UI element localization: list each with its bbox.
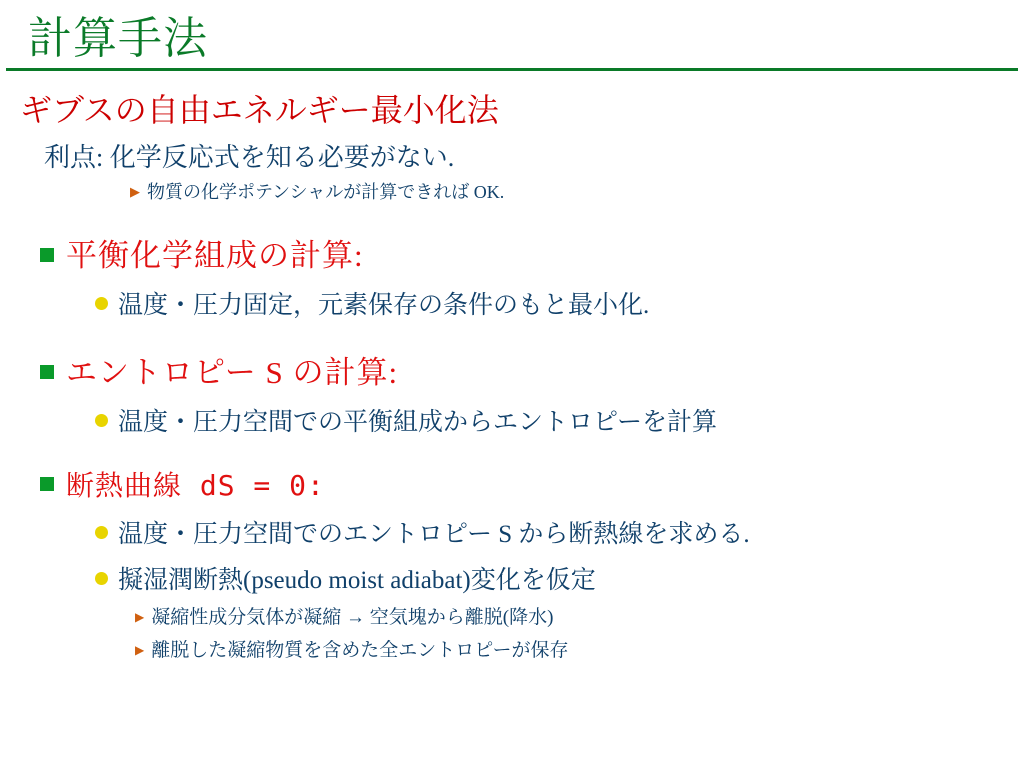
square-bullet-icon <box>40 477 54 491</box>
block-heading <box>0 464 1024 504</box>
list-item <box>0 514 1024 550</box>
square-bullet-icon <box>40 365 54 379</box>
triangle-bullet-icon: ▶ <box>135 643 145 658</box>
list-item-text: 温度・圧力空間でのエントロピー S から断熱線を求める. <box>118 521 750 549</box>
block-heading-text: 断熱曲線 dS = 0: <box>66 469 325 503</box>
sub-list-item <box>0 602 1024 629</box>
dot-bullet-icon <box>95 297 108 310</box>
list-item <box>0 285 1024 321</box>
sub-list-item-text: 凝縮性成分気体が凝縮 → 空気塊から離脱(降水) <box>151 607 554 629</box>
content-block <box>0 347 1024 438</box>
list-item-text: 擬湿潤断熱(pseudo moist adiabat)変化を仮定 <box>118 567 596 595</box>
list-item-text: 温度・圧力空間での平衡組成からエントロピーを計算 <box>118 409 718 437</box>
page-title: 計算手法 <box>28 14 208 63</box>
block-heading <box>0 230 1024 275</box>
block-heading-text: エントロピー S の計算: <box>66 355 399 391</box>
content-block <box>0 230 1024 321</box>
list-item-text: 温度・圧力固定，元素保存の条件のもと最小化. <box>118 292 650 320</box>
slide-body <box>0 71 1024 662</box>
list-item <box>0 402 1024 438</box>
triangle-bullet-icon: ▶ <box>135 610 145 625</box>
dot-bullet-icon <box>95 414 108 427</box>
section-subline: 利点: 化学反応式を知る必要がない. <box>44 143 455 173</box>
sub-list-item <box>0 635 1024 662</box>
dot-bullet-icon <box>95 526 108 539</box>
section-heading: ギブスの自由エネルギー最小化法 <box>20 92 499 129</box>
triangle-bullet-icon: ▶ <box>130 184 140 200</box>
square-bullet-icon <box>40 248 54 262</box>
content-block <box>0 464 1024 662</box>
block-heading-text: 平衡化学組成の計算: <box>66 238 364 274</box>
list-item <box>0 560 1024 596</box>
dot-bullet-icon <box>95 572 108 585</box>
block-heading <box>0 347 1024 392</box>
section-note <box>0 174 1024 204</box>
section-note-text: 物質の化学ポテンシャルが計算できれば OK. <box>147 182 505 203</box>
sub-list-item-text: 離脱した凝縮物質を含めた全エントロピーが保存 <box>151 640 569 662</box>
